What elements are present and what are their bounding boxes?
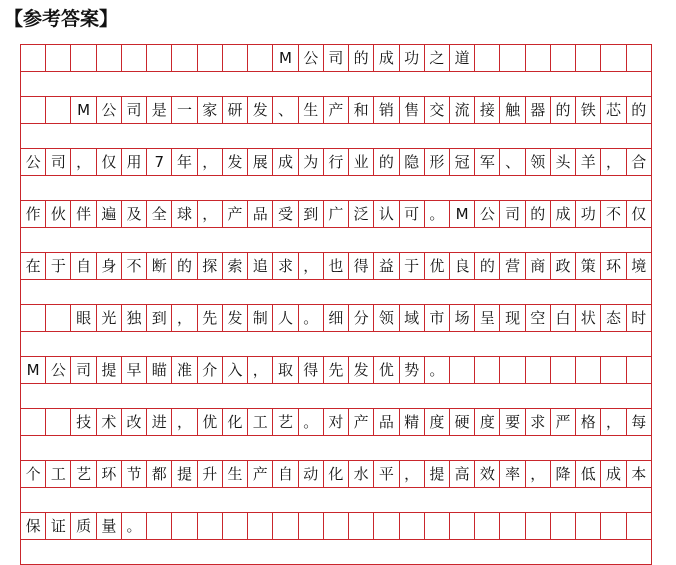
grid-cell: 度 — [425, 409, 450, 435]
grid-cell: 品 — [374, 409, 399, 435]
grid-cell: ， — [299, 253, 324, 279]
grid-cell: 公 — [46, 357, 71, 383]
grid-cell: 球 — [172, 201, 197, 227]
grid-cell — [147, 45, 172, 71]
grid-cell: 索 — [223, 253, 248, 279]
grid-cell: 一 — [172, 97, 197, 123]
grid-spacer — [20, 487, 652, 512]
grid-cell: 是 — [147, 97, 172, 123]
grid-cell — [576, 45, 601, 71]
grid-cell: ， — [198, 201, 223, 227]
grid-cell: 业 — [349, 149, 374, 175]
grid-cell: 营 — [500, 253, 525, 279]
grid-row — [20, 148, 652, 175]
grid-cell: 隐 — [400, 149, 425, 175]
grid-cell: 态 — [601, 305, 626, 331]
grid-cell: 。 — [425, 357, 450, 383]
grid-cell: 探 — [198, 253, 223, 279]
grid-cell: 不 — [601, 201, 626, 227]
grid-cell: 工 — [46, 461, 71, 487]
grid-cell: 光 — [97, 305, 122, 331]
grid-cell: 的 — [631, 100, 647, 119]
grid-cell: 交 — [425, 97, 450, 123]
grid-cell: 益 — [374, 253, 399, 279]
grid-cell — [97, 45, 122, 71]
grid-cell: 军 — [475, 149, 500, 175]
grid-cell: 质 — [71, 513, 96, 539]
grid-cell: 功 — [400, 45, 425, 71]
grid-cell: 发 — [349, 357, 374, 383]
grid-cell: 成 — [601, 461, 626, 487]
grid-cell: 成 — [374, 45, 399, 71]
grid-cell: M — [71, 97, 96, 123]
grid-cell: 介 — [198, 357, 223, 383]
grid-cell: 化 — [223, 409, 248, 435]
grid-cell: 求 — [526, 409, 551, 435]
grid-cell: 为 — [299, 149, 324, 175]
grid-cell: 率 — [500, 461, 525, 487]
grid-cell: 道 — [450, 45, 475, 71]
grid-cell: 节 — [122, 461, 147, 487]
grid-cell: M — [273, 45, 298, 71]
grid-row — [20, 512, 652, 539]
grid-cell — [601, 45, 626, 71]
grid-cell — [526, 513, 551, 539]
grid-cell: 。 — [299, 409, 324, 435]
essay-grid — [20, 44, 652, 545]
grid-cell: 的 — [551, 97, 576, 123]
grid-cell — [46, 305, 71, 331]
grid-cell: 术 — [97, 409, 122, 435]
grid-cell — [576, 513, 601, 539]
grid-cell: 到 — [147, 305, 172, 331]
grid-cell: 遍 — [97, 201, 122, 227]
grid-cell: 成 — [551, 201, 576, 227]
grid-cell: 求 — [273, 253, 298, 279]
grid-cell: 羊 — [576, 149, 601, 175]
grid-cell: 器 — [526, 97, 551, 123]
grid-cell: 得 — [349, 253, 374, 279]
grid-cell: 政 — [551, 253, 576, 279]
grid-cell: 时 — [631, 308, 647, 327]
grid-cell: 受 — [273, 201, 298, 227]
grid-cell: ， — [601, 149, 626, 175]
grid-cell: 司 — [324, 45, 349, 71]
grid-cell: 售 — [400, 97, 425, 123]
grid-cell — [500, 357, 525, 383]
grid-cell — [500, 45, 525, 71]
grid-cell: 瞄 — [147, 357, 172, 383]
grid-spacer — [20, 435, 652, 460]
grid-cell: 准 — [172, 357, 197, 383]
grid-cell: 泛 — [349, 201, 374, 227]
grid-cell: 形 — [425, 149, 450, 175]
grid-cell: 公 — [299, 45, 324, 71]
grid-cell — [46, 45, 71, 71]
grid-cell: 进 — [147, 409, 172, 435]
grid-cell: 头 — [551, 149, 576, 175]
grid-cell: 良 — [450, 253, 475, 279]
grid-row — [20, 460, 652, 487]
grid-cell: 在 — [21, 253, 46, 279]
grid-cell: 成 — [273, 149, 298, 175]
grid-cell — [46, 97, 71, 123]
grid-cell: 伙 — [46, 201, 71, 227]
grid-cell: 眼 — [71, 305, 96, 331]
grid-cell: 不 — [122, 253, 147, 279]
grid-cell: ， — [71, 149, 96, 175]
grid-cell — [172, 45, 197, 71]
grid-cell: M — [21, 357, 46, 383]
grid-cell — [198, 513, 223, 539]
grid-cell: 工 — [248, 409, 273, 435]
grid-cell: 水 — [349, 461, 374, 487]
grid-cell: 每 — [631, 412, 647, 431]
grid-cell — [122, 45, 147, 71]
grid-cell: M — [450, 201, 475, 227]
grid-cell — [46, 409, 71, 435]
grid-cell: 分 — [349, 305, 374, 331]
grid-cell — [475, 357, 500, 383]
grid-cell: 司 — [122, 97, 147, 123]
grid-cell: 、 — [273, 97, 298, 123]
grid-cell: 取 — [273, 357, 298, 383]
grid-cell — [526, 45, 551, 71]
grid-cell: ， — [526, 461, 551, 487]
grid-cell: 7 — [147, 149, 172, 175]
grid-cell — [324, 513, 349, 539]
grid-cell — [551, 513, 576, 539]
grid-cell: 也 — [324, 253, 349, 279]
grid-cell: 提 — [97, 357, 122, 383]
grid-cell: 行 — [324, 149, 349, 175]
grid-cell — [475, 45, 500, 71]
grid-cell: 呈 — [475, 305, 500, 331]
grid-spacer — [20, 227, 652, 252]
grid-cell: 产 — [248, 461, 273, 487]
grid-cell: 技 — [71, 409, 96, 435]
grid-cell: 作 — [21, 201, 46, 227]
grid-cell: 早 — [122, 357, 147, 383]
grid-cell: 。 — [299, 305, 324, 331]
grid-cell: 证 — [46, 513, 71, 539]
grid-cell: 效 — [475, 461, 500, 487]
grid-spacer — [20, 279, 652, 304]
grid-cell: 追 — [248, 253, 273, 279]
grid-cell: 接 — [475, 97, 500, 123]
grid-cell: 现 — [500, 305, 525, 331]
grid-cell: 及 — [122, 201, 147, 227]
grid-cell: 自 — [273, 461, 298, 487]
grid-cell: 广 — [324, 201, 349, 227]
grid-row — [20, 304, 652, 331]
grid-spacer — [20, 539, 652, 564]
grid-cell: 。 — [122, 513, 147, 539]
grid-cell: ， — [400, 461, 425, 487]
grid-row — [20, 408, 652, 435]
grid-row — [20, 356, 652, 383]
grid-cell: 销 — [374, 97, 399, 123]
grid-cell: 领 — [526, 149, 551, 175]
grid-cell: 于 — [400, 253, 425, 279]
grid-cell: 发 — [223, 149, 248, 175]
grid-cell: 人 — [273, 305, 298, 331]
grid-cell — [526, 357, 551, 383]
grid-cell: 的 — [475, 253, 500, 279]
grid-cell: 精 — [400, 409, 425, 435]
grid-cell: 司 — [71, 357, 96, 383]
grid-cell: 领 — [374, 305, 399, 331]
grid-cell: 艺 — [273, 409, 298, 435]
grid-cell: 合 — [631, 152, 647, 171]
grid-cell: 市 — [425, 305, 450, 331]
grid-cell — [223, 513, 248, 539]
grid-cell: 低 — [576, 461, 601, 487]
grid-cell — [627, 45, 651, 71]
grid-cell — [172, 513, 197, 539]
grid-cell: 提 — [425, 461, 450, 487]
grid-cell: 展 — [248, 149, 273, 175]
grid-cell — [576, 357, 601, 383]
page-title: 【参考答案】 — [4, 8, 119, 30]
grid-cell — [21, 409, 46, 435]
grid-cell: 产 — [324, 97, 349, 123]
grid-cell: 都 — [147, 461, 172, 487]
grid-cell: 改 — [122, 409, 147, 435]
grid-cell: 断 — [147, 253, 172, 279]
grid-cell: 身 — [97, 253, 122, 279]
grid-cell: 。 — [425, 201, 450, 227]
grid-cell — [273, 513, 298, 539]
grid-cell: 全 — [147, 201, 172, 227]
grid-cell: 、 — [500, 149, 525, 175]
grid-cell: 先 — [198, 305, 223, 331]
grid-cell — [198, 45, 223, 71]
grid-cell — [425, 513, 450, 539]
grid-cell: 认 — [374, 201, 399, 227]
grid-cell — [248, 45, 273, 71]
grid-cell — [349, 513, 374, 539]
grid-spacer — [20, 71, 652, 96]
grid-cell: 白 — [551, 305, 576, 331]
grid-cell: 的 — [374, 149, 399, 175]
grid-cell: 品 — [248, 201, 273, 227]
grid-cell: 冠 — [450, 149, 475, 175]
grid-cell: 发 — [248, 97, 273, 123]
grid-cell: 公 — [97, 97, 122, 123]
grid-cell — [627, 357, 651, 383]
grid-cell — [400, 513, 425, 539]
grid-cell — [71, 45, 96, 71]
grid-cell: 生 — [223, 461, 248, 487]
grid-cell — [21, 97, 46, 123]
grid-cell: 入 — [223, 357, 248, 383]
grid-spacer — [20, 383, 652, 408]
grid-cell: 的 — [349, 45, 374, 71]
grid-cell: 优 — [198, 409, 223, 435]
grid-cell: 之 — [425, 45, 450, 71]
grid-cell: ， — [601, 409, 626, 435]
grid-cell: 于 — [46, 253, 71, 279]
grid-cell — [21, 305, 46, 331]
grid-cell: 商 — [526, 253, 551, 279]
grid-cell: 环 — [97, 461, 122, 487]
grid-cell: 优 — [374, 357, 399, 383]
grid-cell: 的 — [526, 201, 551, 227]
grid-spacer — [20, 123, 652, 148]
grid-cell: 发 — [223, 305, 248, 331]
grid-cell: 高 — [450, 461, 475, 487]
grid-cell: 空 — [526, 305, 551, 331]
grid-cell: 要 — [500, 409, 525, 435]
grid-cell: 研 — [223, 97, 248, 123]
grid-cell: 产 — [223, 201, 248, 227]
grid-row — [20, 44, 652, 71]
grid-cell: 境 — [631, 256, 647, 275]
grid-cell: 状 — [576, 305, 601, 331]
grid-cell: 保 — [21, 513, 46, 539]
grid-cell: 芯 — [601, 97, 626, 123]
grid-cell: 化 — [324, 461, 349, 487]
grid-cell — [21, 45, 46, 71]
grid-cell: 本 — [631, 464, 647, 483]
grid-cell: 功 — [576, 201, 601, 227]
grid-cell: 格 — [576, 409, 601, 435]
grid-cell: 升 — [198, 461, 223, 487]
grid-cell: 司 — [46, 149, 71, 175]
grid-cell: 细 — [324, 305, 349, 331]
grid-cell — [147, 513, 172, 539]
grid-cell: 硬 — [450, 409, 475, 435]
grid-cell: 个 — [21, 461, 46, 487]
grid-cell: 铁 — [576, 97, 601, 123]
grid-cell: 和 — [349, 97, 374, 123]
grid-cell: 提 — [172, 461, 197, 487]
grid-cell — [627, 513, 651, 539]
grid-cell: 平 — [374, 461, 399, 487]
grid-cell: 降 — [551, 461, 576, 487]
grid-cell: 产 — [349, 409, 374, 435]
grid-cell: 量 — [97, 513, 122, 539]
grid-cell: 生 — [299, 97, 324, 123]
grid-cell — [551, 357, 576, 383]
grid-cell: 对 — [324, 409, 349, 435]
grid-row — [20, 200, 652, 227]
grid-cell: 优 — [425, 253, 450, 279]
grid-cell — [450, 513, 475, 539]
grid-spacer — [20, 331, 652, 356]
grid-cell: 仅 — [631, 204, 647, 223]
grid-cell: 严 — [551, 409, 576, 435]
grid-cell: 得 — [299, 357, 324, 383]
grid-cell: 度 — [475, 409, 500, 435]
grid-cell: 司 — [500, 201, 525, 227]
grid-cell: 的 — [172, 253, 197, 279]
grid-cell: 自 — [71, 253, 96, 279]
grid-cell: 艺 — [71, 461, 96, 487]
grid-cell: 先 — [324, 357, 349, 383]
grid-cell: 公 — [21, 149, 46, 175]
grid-cell — [601, 513, 626, 539]
grid-cell — [450, 357, 475, 383]
grid-spacer — [20, 175, 652, 200]
grid-cell — [601, 357, 626, 383]
grid-cell: 场 — [450, 305, 475, 331]
grid-cell: 动 — [299, 461, 324, 487]
grid-cell: 域 — [400, 305, 425, 331]
grid-cell: 年 — [172, 149, 197, 175]
grid-cell — [475, 513, 500, 539]
grid-cell: 用 — [122, 149, 147, 175]
grid-cell: ， — [198, 149, 223, 175]
grid-cell — [248, 513, 273, 539]
grid-cell — [223, 45, 248, 71]
grid-cell: 公 — [475, 201, 500, 227]
grid-cell: 流 — [450, 97, 475, 123]
grid-cell: 触 — [500, 97, 525, 123]
grid-cell: 环 — [601, 253, 626, 279]
grid-cell: 伴 — [71, 201, 96, 227]
grid-row — [20, 252, 652, 279]
grid-cell: ， — [172, 305, 197, 331]
grid-cell — [500, 513, 525, 539]
grid-cell: ， — [248, 357, 273, 383]
grid-cell: 策 — [576, 253, 601, 279]
grid-cell: 势 — [400, 357, 425, 383]
grid-cell — [551, 45, 576, 71]
grid-cell: 独 — [122, 305, 147, 331]
grid-cell: 家 — [198, 97, 223, 123]
grid-row — [20, 96, 652, 123]
grid-cell — [374, 513, 399, 539]
grid-cell: 制 — [248, 305, 273, 331]
grid-cell — [299, 513, 324, 539]
grid-cell: 到 — [299, 201, 324, 227]
grid-cell: ， — [172, 409, 197, 435]
grid-cell: 仅 — [97, 149, 122, 175]
grid-cell: 可 — [400, 201, 425, 227]
